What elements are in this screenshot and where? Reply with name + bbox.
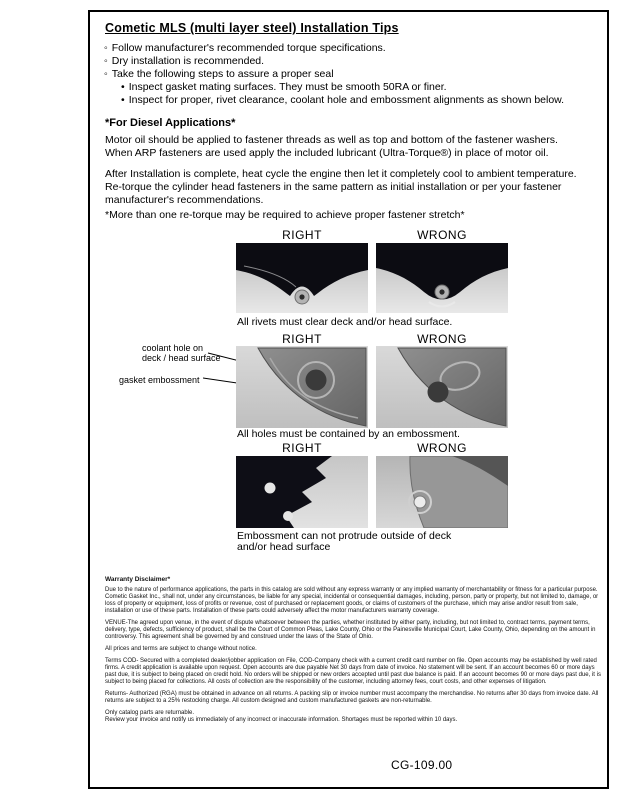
figure-protrusion-right-image (236, 456, 368, 528)
rivet-right-illustration (236, 243, 368, 313)
rivet-wrong-illustration (376, 243, 508, 313)
figure-rivet-wrong-image (376, 243, 508, 313)
retorque-note: *More than one re-torque may be required to achieve proper fastener stretch* (105, 209, 465, 221)
figure-caption: All rivets must clear deck and/or head surface. (237, 316, 453, 328)
warranty-disclaimer (105, 576, 605, 729)
protrusion-right-illustration (236, 456, 368, 528)
diesel-paragraph-2: After Installation is complete, heat cycle the engine then let it completely cool to ambient temperature. Re-torque the cylinder head fasteners in the same pattern as initial installation or per your fastener manufacturer's recommendations. (105, 168, 577, 206)
diesel-applications-heading: *For Diesel Applications* (105, 117, 236, 129)
filled-bullet-icon: • (121, 94, 125, 106)
open-bullet-icon: ◦ (104, 68, 108, 80)
diesel-paragraph-1: Motor oil should be applied to fastener threads as well as top and bottom of the fastener washers. When ARP fasteners are used apply the included lubricant (Ultra-Torque®) in place of motor oil. (105, 134, 558, 159)
tip-text: Dry installation is recommended. (111, 55, 265, 67)
wrong-label: WRONG (417, 332, 467, 346)
tip-text: Follow manufacturer's recommended torque specifications. (111, 42, 386, 54)
tip-item (104, 42, 584, 55)
open-bullet-icon: ◦ (104, 42, 108, 54)
open-bullet-icon: ◦ (104, 55, 108, 67)
warranty-heading: Warranty Disclaimer* (105, 576, 171, 583)
doc-title: Cometic MLS (multi layer steel) Installation Tips (105, 21, 399, 35)
figure-protrusion-wrong-image (376, 456, 508, 528)
gasket-embossment-callout: gasket embossment (119, 375, 200, 385)
embossment-right-illustration (236, 346, 368, 428)
warranty-paragraph: Terms COD- Secured with a completed dealer/jobber application on File, COD-Company check with a current credit card number on file. Open accounts may be established by well rated firms. A credit application is available upon request. Open accounts are due payable Net 30 days from date of invoice. No statement will be sent. If an account becomes 60 or more days past due, it is subject to being placed on credit hold. No orders will be shipped or new orders accepted until past due balance is paid. If an account becomes 90 or more days past due, it is subject to being placed for collections. All costs of collection are the responsibility of the customer, including attorney fees, court costs, and other expenses of litigation. (105, 658, 601, 685)
tip-text: Inspect for proper, rivet clearance, coolant hole and embossment alignments as shown below. (128, 94, 565, 106)
warranty-paragraph: Due to the nature of performance applications, the parts in this catalog are sold without any express warranty or any implied warranty of merchantability or fitness for a particular purpose. Cometic Gasket Inc., shall not, under any circumstances, be liable for any special, incidental or consequential damages, including, person, party or property, but not limited to, damage, or loss of property or equipment, loss of profits or revenue, cost of purchased or replacement goods, or claims of customers of the purchase, which may arise and/or result from sale, installation or use of these parts. Installation of these parts could adversely affect the motor manufacturers warranty coverage. (105, 587, 599, 614)
embossment-wrong-illustration (376, 346, 508, 428)
right-label: RIGHT (282, 228, 322, 242)
wrong-label: WRONG (417, 228, 467, 242)
figure-embossment-right-image (236, 346, 368, 428)
warranty-paragraph: Only catalog parts are returnable. (105, 710, 195, 716)
figure-embossment-wrong-image (376, 346, 508, 428)
sub-tip-item (121, 81, 584, 94)
sub-tip-item (121, 94, 584, 107)
filled-bullet-icon: • (121, 81, 125, 93)
figure-caption: Embossment can not protrude outside of deck and/or head surface (237, 530, 452, 553)
page-code: CG-109.00 (391, 758, 453, 772)
tip-item (104, 55, 584, 68)
tips-list (104, 42, 584, 107)
warranty-paragraph: All prices and terms are subject to change without notice. (105, 646, 257, 652)
warranty-paragraph: Returns- Authorized (RGA) must be obtained in advance on all returns. A packing slip or invoice number must accompany the merchandise. No returns after 30 days from invoice date. All returns are subject to a 25% restocking charge. All custom designed and custom manufactured gaskets are non-returnable. (105, 691, 599, 704)
tip-text: Inspect gasket mating surfaces. They must be smooth 50RA or finer. (128, 81, 447, 93)
right-label: RIGHT (282, 441, 322, 455)
figure-caption: All holes must be contained by an embossment. (237, 428, 460, 440)
warranty-paragraph: VENUE-The agreed upon venue, in the event of dispute whatsoever between the parties, whether instituted by either party, including, but not limited to, contract terms, payment terms, delivery, type, defects, sufficiency of product, shall be the Court of Common Pleas, Lake County, Ohio or the Painesville Municipal Court, Lake County, Ohio, depending on the amount in controversy. This agreement shall be governed by and construed under the laws of the State of Ohio. (105, 620, 596, 640)
protrusion-wrong-illustration (376, 456, 508, 528)
tip-text: Take the following steps to assure a proper seal (111, 68, 334, 80)
right-label: RIGHT (282, 332, 322, 346)
wrong-label: WRONG (417, 441, 467, 455)
warranty-paragraph: Review your invoice and notify us immediately of any incorrect or inaccurate information. Shortages must be reported within 10 days. (105, 717, 458, 723)
coolant-hole-callout: coolant hole on deck / head surface (142, 343, 221, 363)
figure-rivet-right-image (236, 243, 368, 313)
tip-item (104, 68, 584, 81)
